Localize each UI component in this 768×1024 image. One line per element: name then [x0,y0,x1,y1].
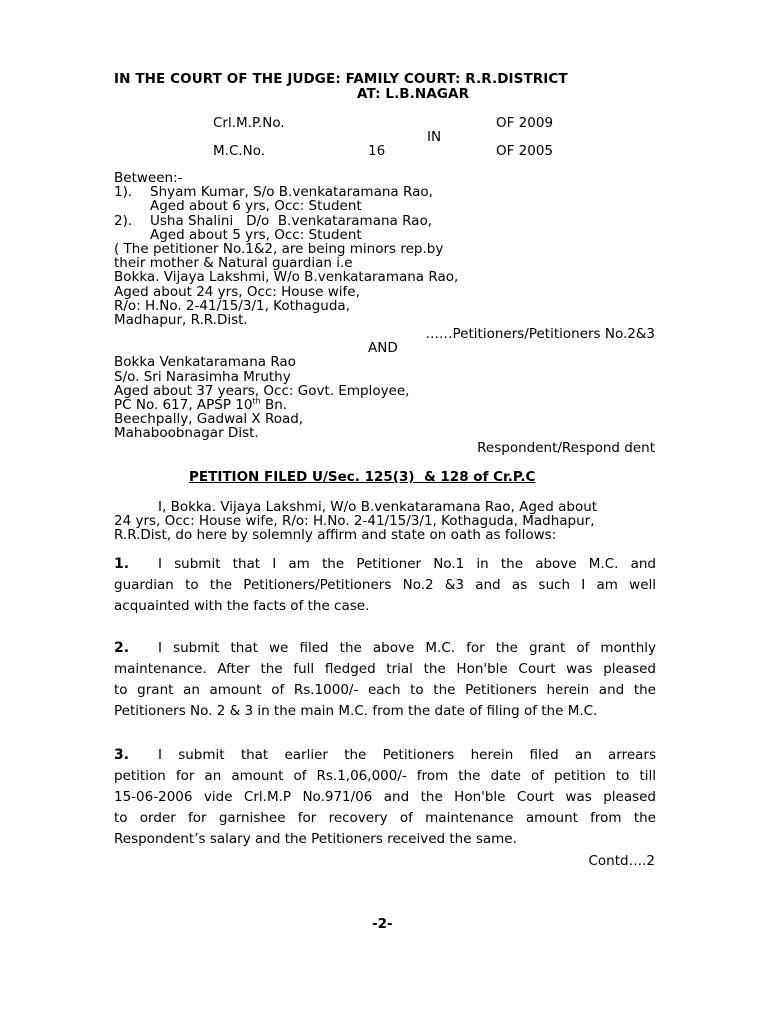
paragraph-2 [114,638,656,722]
paragraph-2-line2: maintenance. After the full fledged trial the Hon'ble Court was pleased [114,661,656,677]
respondent-line1: Bokka Venkataramana Rao [114,354,296,371]
petitioner-1-name: Shyam Kumar, S/o B.venkataramana Rao, [150,184,433,201]
paragraph-2-text1: I submit that we filed the above M.C. for the grant of monthly [158,640,656,656]
paragraph-3-line3: 15-06-2006 vide Crl.M.P No.971/06 and the Hon'ble Court was pleased [114,789,656,805]
continued-note: Contd….2 [588,853,655,869]
oath-line3: R.R.Dist, do here by solemnly affirm and state on oath as follows: [114,527,557,544]
respondent-line4 [114,398,659,412]
crl-mp-label: Crl.M.P.No. [213,115,285,131]
paragraph-3-number: 3. [114,747,130,763]
oath-block [114,500,655,543]
between-label: Between:- [114,170,183,186]
respondent-line4-superscript: th [252,396,261,406]
guardian-line3: R/o: H.No. 2-41/15/3/1, Kothaguda, [114,297,350,314]
paragraph-3-line4: to order for garnishee for recovery of maintenance amount from the [114,810,656,826]
paragraph-2-line1 [114,638,656,659]
page-number: -2- [372,916,393,932]
paragraph-3 [114,745,656,850]
respondent-line5: Beechpally, Gadwal X Road, [114,411,304,428]
petitioner-2-age: Aged about 5 yrs, Occ: Student [150,226,362,243]
guardian-line2: Aged about 24 yrs, Occ: House wife, [114,283,360,300]
guardian-line1: Bokka. Vijaya Lakshmi, W/o B.venkataramana Rao, [114,269,459,286]
mc-year: OF 2005 [496,143,554,159]
petitioner-2-number: 2). [114,212,133,229]
crl-mp-year: OF 2009 [496,115,554,131]
minor-note-line1: ( The petitioner No.1&2, are being minors rep.by [114,240,444,257]
mc-number: 16 [368,143,386,159]
paragraph-2-line3: to grant an amount of Rs.1000/- each to the Petitioners herein and the [114,682,656,698]
oath-line1: I, Bokka. Vijaya Lakshmi, W/o B.venkataramana Rao, Aged about [158,499,598,515]
paragraph-2-line4: Petitioners No. 2 & 3 in the main M.C. from the date of filing of the M.C. [114,703,598,719]
respondent-line4-end: Bn. [260,397,288,413]
guardian-line4: Madhapur, R.R.Dist. [114,311,248,328]
respondent-line2: S/o. Sri Narasimha Mruthy [114,368,291,385]
paragraph-3-line5: Respondent’s salary and the Petitioners received the same. [114,831,517,847]
petitioner-1-age: Aged about 6 yrs, Occ: Student [150,198,362,215]
and-word: AND [368,340,398,357]
paragraph-2-number: 2. [114,640,130,656]
minor-note-line2: their mother & Natural guardian i.e [114,255,353,272]
petitioner-1-number: 1). [114,184,133,201]
petition-title: PETITION FILED U/Sec. 125(3) & 128 of Cr.P.C [189,469,536,485]
paragraph-3-line2: petition for an amount of Rs.1,06,000/- from the date of petition to till [114,768,656,784]
mc-label: M.C.No. [213,143,266,159]
paragraph-1-line1 [114,554,656,575]
paragraph-1-text1: I submit that I am the Petitioner No.1 in the above M.C. and [158,556,656,572]
parties-block [114,171,659,455]
petitioner-1 [114,185,659,199]
petitioner-2 [114,214,659,228]
paragraph-1-line3: acquainted with the facts of the case. [114,598,370,614]
paragraph-1 [114,554,656,617]
respondent-line4-main: PC No. 617, APSP 10 [114,397,253,413]
court-heading-line2: AT: L.B.NAGAR [357,86,470,102]
in-word: IN [427,129,442,145]
petitioners-label: ……Petitioners/Petitioners No.2&3 [425,326,655,343]
oath-line2: 24 yrs, Occ: House wife, R/o: H.No. 2-41/15/3/1, Kothaguda, Madhapur, [114,513,595,530]
paragraph-3-text1: I submit that earlier the Petitioners herein filed an arrears [158,747,656,763]
petitioner-2-name: Usha Shalini D/o B.venkataramana Rao, [150,212,432,229]
court-heading-line1: IN THE COURT OF THE JUDGE: FAMILY COURT: R.R.DISTRICT [114,71,568,87]
respondent-label: Respondent/Respond dent [477,439,655,456]
paragraph-1-number: 1. [114,556,130,572]
respondent-line3: Aged about 37 years, Occ: Govt. Employee, [114,382,410,399]
respondent-line6: Mahaboobnagar Dist. [114,425,259,442]
paragraph-3-line1 [114,745,656,766]
paragraph-1-line2: guardian to the Petitioners/Petitioners No.2 &3 and as such I am well [114,577,656,593]
